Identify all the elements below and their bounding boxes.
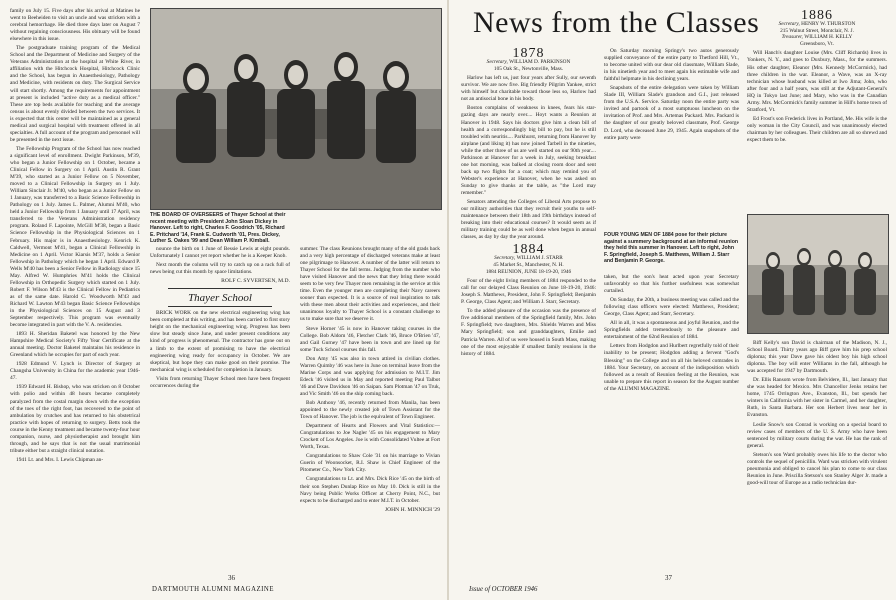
magazine-name: DARTMOUTH ALUMNI MAGAZINE [152, 586, 274, 593]
paragraph: Visits from returning Thayer School men have been frequent occurrences during the [150, 375, 290, 389]
overseers-photo [150, 8, 442, 210]
secretary-label: Secretary, [494, 255, 516, 262]
paragraph: On Sunday, the 20th, a business meeting was called and the following class officers were elected: Matthews, President; George, Class Agent; and Starr, Secretary. [604, 297, 739, 318]
class-year-heading: 1878 [512, 48, 545, 61]
issue-label: Issue of OCTOBER 1946 [469, 586, 538, 593]
paragraph: family on July 15. Five days after his arrival at Matines he went to Beeheiden to visit an uncle and was stricken with a cerebral hemorrhage. He died three days later on August 7 without regaining consciousness. His obituary will be found elsewhere in this issue. [10, 8, 140, 43]
paragraph: Department of Hearts and Flowers and Vital Statistics:—Congratulations to Joe Nagler '45 on his engagement to Mary Crockett of Los Angeles. Joe is with Consolidated Vultee at Fort Worth, Texas. [300, 423, 440, 451]
left-column-2 [150, 246, 290, 568]
left-page [0, 0, 447, 600]
left-column-3 [300, 246, 440, 568]
secretary-address: 215 Walnut Street, Montclair, N. J. [780, 27, 854, 34]
paragraph: Senators attending the Colleges of Liberal Arts propose to our military authorities that they recruit their youths to self-maintenance between their 18th and 19th birthdays instead of breaking into their educational courses? It would seem as if military training could be as well done when begun in annual classes, as day by day the year around. [461, 199, 596, 241]
paragraph: Will Hanch's daughter Louise (Mrs. Cliff Richards) lives in Yonkers, N. Y., and goes to Duxbury, Mass., for the summers. His other daughter, Eleanor (Mrs. Kennedy McCormick), had three children in the war. Eleanor, a Wave, was an X-ray technician whose husband was killed at Iwo Jima; John, who after four and a half years, was still at the Adjutant-General's HQ in Tokyo last June; and Mary, who was in the Canadian Army. Mrs. McCormick's family summer in Hill's home town of Stratford, Vt. [747, 50, 887, 113]
secretary-name: HENRY W. THURSTON [801, 21, 856, 28]
divider [168, 306, 272, 307]
paragraph: summer. The class Reunions brought many of the old grads back and a very high percentage of discharged veterans make at least one pilgrimage to Hanover. A number of the latter will return to Thayer School for the fall terms. Judging from the number who have visited Hanover and the news that they bring there would seem to be very few Thayer men remaining in the service at this time. Even the younger men are completing their Navy careers sooner than expected. It is a source of real inspiration to talk with these men about their activities and experiences, and their unanimous loyalty to Thayer School is a constant challenge to us to make sure that we deserve it. [300, 246, 440, 323]
page-number: 37 [665, 574, 672, 582]
right-page [449, 0, 896, 600]
section-title: Thayer School [188, 292, 252, 305]
secretary-label: Secretary, [486, 59, 508, 66]
paragraph: Snapshots of the entire delegation were taken by William Slade III, William Slade's grandson and G.I., just released from the U.S.A. Service. Saturday noon the entire party was invited and partook of a most sumptuous luncheon on the invitation of Prof. and Mrs. Artemas Packard. Mrs. Packard is the daughter of our greatly beloved classmate, Prof. George D. Lord, who deceased June 29, 1945. Again snapshots of the entire party were [604, 85, 739, 141]
paragraph: Letters from Hodgdon and Hurlbert regretfully told of their inability to be present; Hodgdon adding a fervent "God's Blessing" on the College and on all his beloved comrades in 1884. Your Secretary, on account of the indisposition which followed as a result of Reunion feeling at the Reunion, was unable to prepare this report in season for the August number of the ALUMNI MAGAZINE. [604, 343, 739, 392]
paragraph: Bob Anthony '46, recently returned from Manila, has been appointed to the newly created job of Town Assistant for the Town of Hanover. The job is the equivalent of Town Engineer. [300, 399, 440, 421]
paragraph: 1941 Lt. and Mrs. I. Lewis Chipman an- [16, 456, 104, 463]
class-1884-photo [747, 214, 889, 334]
paragraph: nounce the birth on 1 June of Bessie Lewis at eight pounds. Unfortunately I cannot yet report whether he is a Keeper Knob. [150, 246, 290, 260]
signature: JOHN H. MINNICH '29 [384, 506, 440, 513]
paragraph: Four of the eight living members of 1884 responded to the call for our delayed Class Reunion on June 18-19-20, 1946: Joseph S. Matthews, President, John F. Springfield; Benjamin P. George, Class Agent; and William J. Starr, Secretary. [461, 278, 596, 306]
treasurer-line [747, 34, 887, 41]
class-year-heading: 1886 [801, 10, 833, 23]
paragraph: Stetson's son Ward probably owes his life to the doctor who controls the sequel of penicillin. Ward was stricken with virulent pneumonia and obliged to cancel his plan to come to our class Reunion in June. Priscilla Stetson's son Stanley Alger Jr. made a good-will tour of Europe as a radio technician dur- [747, 451, 887, 486]
secretary-name: WILLIAM D. PARKINSON [509, 59, 571, 66]
paragraph: On Saturday morning Springy's two autos generously supplied conveyance of the entire party to Thetford Hill, Vt., to become united with our dear old classmate, William Slade, in his ninetieth year and to meet again his estimable wife and faithful helpmate in his declining years. [604, 48, 739, 83]
page-title: News from the Classes [473, 6, 760, 39]
left-column-1 [10, 8, 140, 568]
class-1884-continued-column [604, 48, 739, 228]
secretary-address: 45 Market St., Manchester, N. H. [493, 261, 564, 268]
secretary-name: WILLIAM J. STARR [516, 255, 563, 262]
class-year-heading: 1884 [512, 242, 545, 258]
class-1878-column [461, 48, 596, 568]
paragraph: Congratulations to Shaw Cole '31 on his marriage to Vivian Guerin of Woonsocket, R.I. Shaw is Chief Engineer of the Pitometer Co., New York City. [300, 453, 440, 474]
treasurer-name: WILLIAM H. KELLY [804, 34, 853, 41]
secretary-line [461, 59, 596, 66]
secretary-line [461, 255, 596, 262]
paragraph: Boston complains of weakness in knees, fears his star-gazing days are nearly over.... Hoyt wants a Reunion at Hanover in 1948. Says his doctors give him a clean bill of health and a correspondingly big bill to pay, but he is still troubled with neuritis.... Parkhurst, returning from Hanover by airplane (and liking it) has now joined Tarbell in the nineties, while the other three of us are well started on our 90th year.... Parkinson at Hanover for a week in July, seeking breakfast one hot morning, was balked at closing room door and sent back up two flights for a coat; which may remind you of Webster's experience at Hanover, when he was asked on Sunday to give thanks at the table, as "the Lord may remember." [461, 105, 596, 196]
paragraph: To the added pleasure of the occasion was the presence of five additional members of the Springfield family, Mrs. John F. Springfield; two daughters, Mrs. Shields Warren and Miss Mary Springfield; son and granddaughters, Emilie and Patricia Warren. All of us were housed in South Mass, making one of the most enjoyable if smallest family reunions in the history of 1884. [461, 308, 596, 357]
class-1884-photo-caption: FOUR YOUNG MEN OF 1884 pose for their picture against a summery background at an informal reunion they held this summer in Hanover. Left to right, John F. Springfield, Joseph S. Matthews, William J. Starr and Benjamin P. George. [604, 232, 739, 265]
treasurer-label: Treasurer, [781, 34, 803, 41]
class-1886-lower-column [747, 340, 887, 568]
paragraph: Don Amy '45 was also in town attired in civilian clothes. Warren Quimby '46 was here in June on terminal leave from the Marine Corps and was applying for admission to M.I.T. Jim Edeck '46 visited us in May and reported meeting Paul Talbot '46 and Dave Davidson '46 on Saipan. Sam Plotman '47 on Truk, and Vic Smith '46 on the ship coming back. [300, 355, 440, 397]
paragraph: Ed Frost's son Frederick lives in Portland, Me. His wife is the only woman in the City Council, and was unanimously elected chairman by her colleagues. Their children are all so shrewd and expect them to be. [747, 115, 887, 143]
page-number: 36 [228, 574, 235, 582]
secretary-label: Secretary, [778, 21, 800, 28]
reunion-line: 1884 REUNION, JUNE 18-19-20, 1946 [485, 268, 572, 275]
paragraph: The postgraduate training program of the Medical School and the Department of Medicine and Surgery of the Veterans Administration at the hospital at White River, in affiliation with the Hitchcock Hospital, Hitchcock Clinic and the School, has begun in Anaesthesiology, Pathology and Medicine, with residents on duty. The Surgical Service will start shortly. Among the requirements for appointment at present is included "active duty as a medical officer." These are top beds available for teaching and the average census is about evenly divided between the two services. It is expected that this center will be maintained as a general medical and surgical hospital with treatment offered in all specialties. A full account of the program and personnel will be presented in the next issue. [10, 45, 140, 143]
divider [168, 288, 272, 289]
paragraph: The Fellowship Program of the School has now reached a significant level of enrollment. Dwight Parkinson, M'39, who began a Junior Fellowship on 1 October, became a Clinical Fellow in Surgery on 1 April. Austin R. Grant M'39, who started as a Junior Fellow on 5 November, moved to a Clinical Fellowship in Surgery on 1 July. William Sinclair Jr. M'40, who began as a Junior Fellow on 1 January, was transferred to a Basic Science Fellowship in Pathology on 1 July. James L. Palmer, Alumni M'40, who held a Junior Fellowship from 1 January until 17 April, was transferred to the Veterans Administration residency program. Roland F. Lapointe, McGill M'38, began a Basic Science Fellowship in the Physiological Sciences on 1 February. His major is in Anaesthesiology. Kenrick K. Caldwell, Vermont M'41, began a Clinical Fellowship in Medicine on 1 April. Victor Kiarsis M'37, holds a Senior Fellowship in Pathology which he began 1 April. Edward P. Wells M'40 has been a Senior Fellow in Radiology since 15 May. Alfred W. Humphries M'41 holds the Clinical Fellowship in Orthopedic Surgery which started on 1 July. Robert F. Wilson M'43 is the Clinical Fellow in Pediatrics as of the same date. Harold C. Woodworth M'43 and Richard W. Lawton M'43 began Basic Science Fellowships in the Physiological Sciences on 15 August and 3 September respectively. This program was eventually become integrated in part with the V. A. residencies. [10, 145, 140, 329]
paragraph: 1893 H. Sheridan Baketel was honored by the New Hampshire Medical Society's Fifty Year Certificate at the annual meeting. Doctor Baketel maintains his residence in Greenland which he occupies for part of each year. [10, 331, 140, 359]
paragraph: 1939 Edward H. Bishop, who was stricken on 8 October with polio and within 48 hours became completely paralyzed from the costal margin down with the exception of the toes of the right foot, has recovered to the point of ambulation by crutches and has returned to his obstetrical practice with hopes of returning to surgery. Betts took the course in the Kenny treatment and became twenty-four hour companion, nurse, and physiotherapist and brought him through, and he says that is not the usual matrimonial tribute either but a straight clinical notation. [10, 384, 140, 454]
paragraph: Congratulations to Lt. and Mrs. Dick Rice '45 on the birth of their son Stephen Dunlap Rice on May 10. Dick is still in the Navy being Public Works Officer at Cherry Point, N.C., but expects to be discharged and to enter M.I.T. in October. [300, 476, 440, 504]
paragraph: Steve Horner '45 is now in Hanover taking courses in the College. Bob Aldom '46, Fletcher Clark '46, Bruce O'Brien '47, and Gail Gurney '47 have been in town and are lined up for some Tuck School courses this fall. [300, 325, 440, 353]
treasurer-address: Greensboro, Vt. [800, 40, 834, 47]
paragraph: taken, but the son's heat acted upon your Secretary unfavorably so that his further usefulness was somewhat curtailed. [604, 274, 739, 295]
paragraph: Next month the column will try to catch up on a rack full of news being cut this month by space limitations. [150, 262, 290, 276]
secretary-line [747, 21, 887, 28]
paragraph: Biff Kelly's son David is chairman of the Madison, N. J., School Board. Thirty years ago Biff gave him his prep school diploma; this year Dave gave his oldest boy his high school diploma. The boy will enter Williams in the fall, although he was accepted for 1947 by Dartmouth. [747, 340, 887, 375]
paragraph: BRICK WORK on the new electrical engineering wing has been completed at this writing, and has been carried to first story height on the mechanical engineering wing. Progress has been slow but steady since June, and under present conditions any kind of progress is phenomenal. The contractor has gone out on a limb to the extent of promising to have the electrical engineering wing ready for occupancy in October. We are skeptical, but hope they can make good on their promise. The mechanical wing is scheduled for completion in January. [150, 310, 290, 373]
paragraph: Harlow has left us, just four years after Sully, our seventh survivor. We are now five. Big friendly Pilgrim Yankee, strict with himself but charitable toward those less so, Harlow had not an antisocial bone in his body. [461, 75, 596, 103]
class-1884-lower-column [604, 274, 739, 568]
signature: ROLF C. SYVERTSEN, M.D. [221, 278, 290, 285]
paragraph: Leslie Snow's son Conrad is working on a special board to review cases of members of the U. S. Army who have been sentenced by military courts during the war. He has the rank of general. [747, 421, 887, 449]
overseers-photo-caption: THE BOARD OF OVERSEERS of Thayer School at their recent meeting with President John Sloan Dickey in Hanover. Left to right, Charles F. Goodrich '05, Richard E. Pritchard '14, Frank E. Cudworth '01, Pres. Dickey, Luther S. Oakes '99 and Dean William P. Kimball. [150, 212, 286, 245]
paragraph: Dr. Ellis Ransom wrote from Belvidere, Ill., last January that she was headed for Mexico. Mrs Chancellor Jenks retains her home, 1745 Orrington Ave., Evanston, Ill., but spends her winters in California with her sister in Carmel, and her daughter, Ruth, in Santa Barbara. Her son Herbert lives near her in Evanston. [747, 377, 887, 419]
secretary-address: 105 Oak St., Newtonville, Mass. [493, 65, 564, 72]
paragraph: All in all, it was a spontaneous and joyful Reunion, and the Springfields added tremendously to the pleasure and entertainment of the 62nd Reunion of 1884. [604, 320, 739, 341]
paragraph: 1928 Edmund V. Lynch is Director of Surgery at Changsha University in China for the academic year 1946-47. [10, 361, 140, 382]
class-1886-column [747, 10, 887, 208]
